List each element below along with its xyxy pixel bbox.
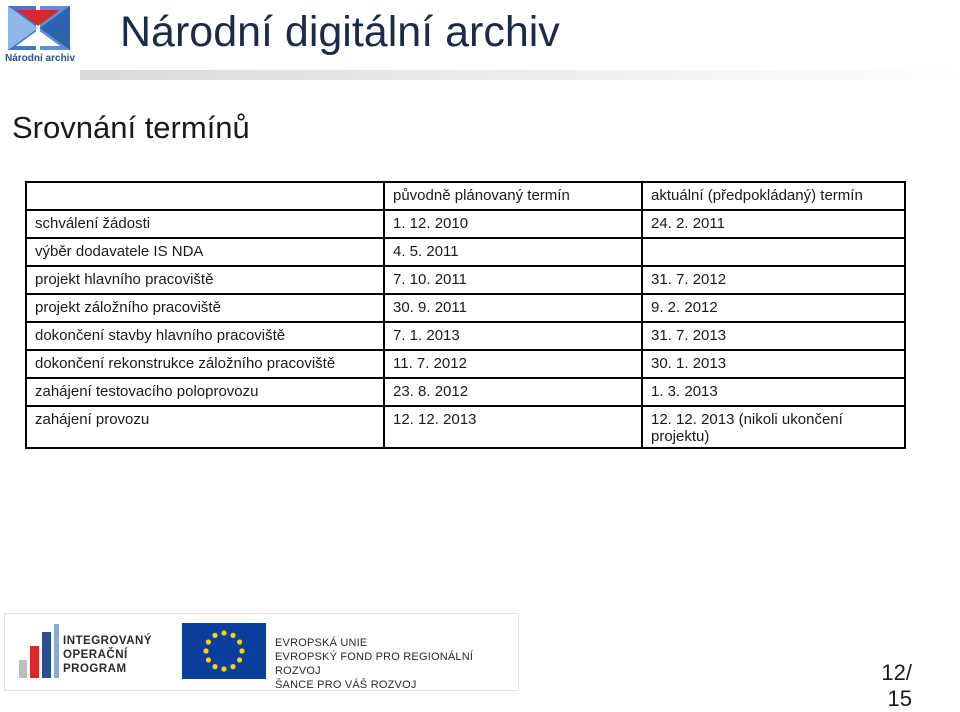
actual-date-cell: 1. 3. 2013 xyxy=(642,378,905,406)
logo-text: Národní archiv xyxy=(5,53,76,64)
funding-logos xyxy=(4,613,519,691)
iop-line: OPERAČNÍ xyxy=(63,649,128,661)
iop-line: PROGRAM xyxy=(63,663,127,675)
planned-date-cell: 7. 1. 2013 xyxy=(384,322,642,350)
iop-logo-text xyxy=(63,634,152,676)
table-row xyxy=(26,294,905,322)
milestone-cell: dokončení rekonstrukce záložního pracoviště xyxy=(26,350,384,378)
iop-logo-bars-icon xyxy=(17,624,61,680)
actual-date-cell: 9. 2. 2012 xyxy=(642,294,905,322)
actual-date-cell: 31. 7. 2013 xyxy=(642,322,905,350)
header-cell: aktuální (předpokládaný) termín xyxy=(642,182,905,210)
eu-line: EVROPSKÁ UNIE xyxy=(275,637,368,649)
iop-line: INTEGROVANÝ xyxy=(63,635,152,647)
table-row xyxy=(26,406,905,448)
eu-logo-text xyxy=(275,636,518,692)
table-row xyxy=(26,238,905,266)
table-row xyxy=(26,266,905,294)
table-row xyxy=(26,378,905,406)
table-header-row xyxy=(26,182,905,210)
page-number xyxy=(881,660,912,712)
planned-date-cell: 12. 12. 2013 xyxy=(384,406,642,448)
planned-date-cell: 11. 7. 2012 xyxy=(384,350,642,378)
milestone-cell: schválení žádosti xyxy=(26,210,384,238)
eu-line: ŠANCE PRO VÁŠ ROZVOJ xyxy=(275,679,417,691)
planned-date-cell: 1. 12. 2010 xyxy=(384,210,642,238)
actual-date-cell xyxy=(642,238,905,266)
planned-date-cell: 23. 8. 2012 xyxy=(384,378,642,406)
milestone-cell: zahájení provozu xyxy=(26,406,384,448)
actual-date-cell: 30. 1. 2013 xyxy=(642,350,905,378)
table-row xyxy=(26,210,905,238)
dates-table xyxy=(25,181,906,449)
milestone-cell: projekt záložního pracoviště xyxy=(26,294,384,322)
eu-line: EVROPSKÝ FOND PRO REGIONÁLNÍ ROZVOJ xyxy=(275,651,474,677)
header-cell xyxy=(26,182,384,210)
actual-date-cell: 31. 7. 2012 xyxy=(642,266,905,294)
app-title: Národní digitální archiv xyxy=(120,8,560,56)
milestone-cell: zahájení testovacího poloprovozu xyxy=(26,378,384,406)
eu-flag-icon xyxy=(182,623,266,679)
planned-date-cell: 4. 5. 2011 xyxy=(384,238,642,266)
header-divider xyxy=(80,70,960,80)
actual-date-cell: 12. 12. 2013 (nikoli ukončení projektu) xyxy=(642,406,905,448)
milestone-cell: výběr dodavatele IS NDA xyxy=(26,238,384,266)
page-total: 15 xyxy=(887,686,912,711)
milestone-cell: dokončení stavby hlavního pracoviště xyxy=(26,322,384,350)
planned-date-cell: 7. 10. 2011 xyxy=(384,266,642,294)
header-cell: původně plánovaný termín xyxy=(384,182,642,210)
slide-title: Srovnání termínů xyxy=(12,110,250,145)
table-row xyxy=(26,322,905,350)
page-current: 12/ xyxy=(881,660,912,685)
planned-date-cell: 30. 9. 2011 xyxy=(384,294,642,322)
table-row xyxy=(26,350,905,378)
milestone-cell: projekt hlavního pracoviště xyxy=(26,266,384,294)
actual-date-cell: 24. 2. 2011 xyxy=(642,210,905,238)
